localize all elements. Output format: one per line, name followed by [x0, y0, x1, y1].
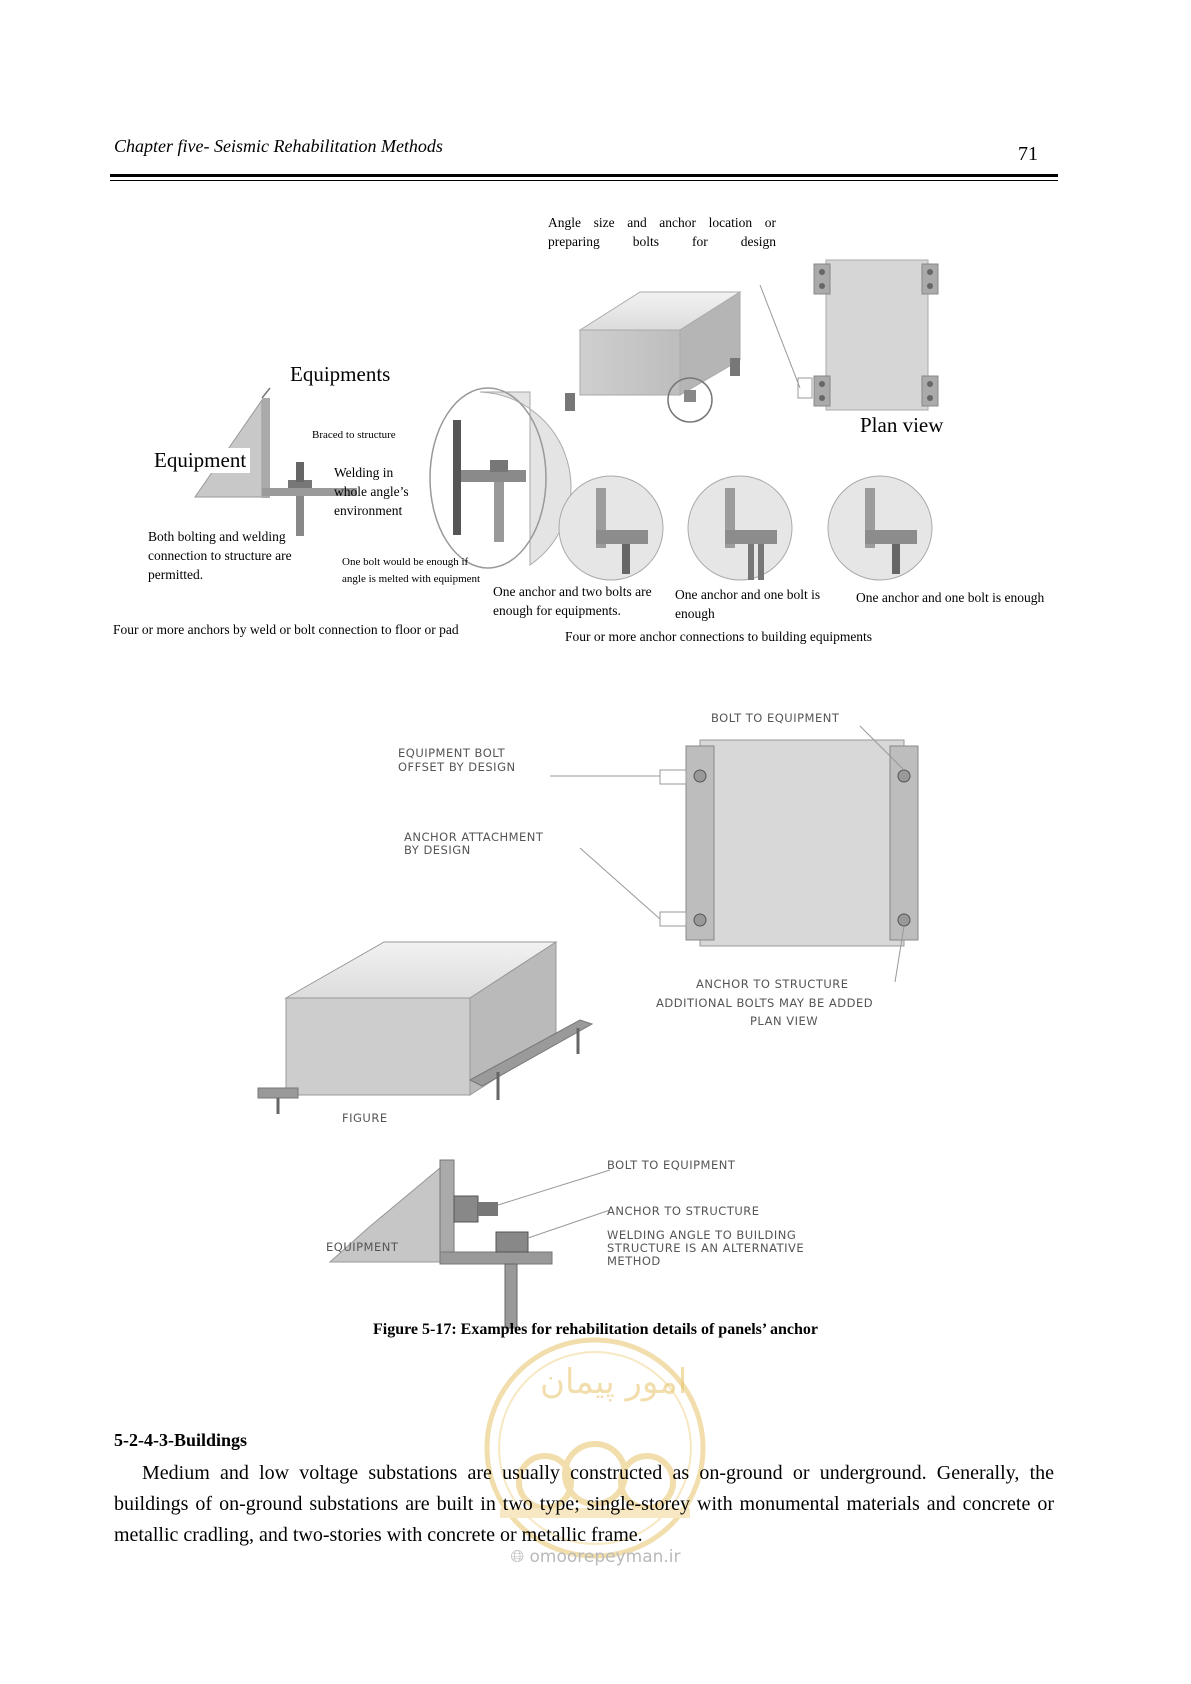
watermark-url-text: omoorepeyman.ir: [529, 1547, 681, 1567]
page-number: 71: [1018, 143, 1038, 165]
anchor-one-bolt-label-2: One anchor and one bolt is enough: [856, 590, 1045, 605]
section-paragraph: [114, 1458, 1054, 1551]
cad-anchor-attachment-2: BY DESIGN: [404, 843, 471, 857]
globe-icon: 🌐︎: [510, 1547, 525, 1567]
section-heading: 5-2-4-3-Buildings: [114, 1430, 248, 1450]
figure-caption: Figure 5-17: Examples for rehabilitation details of panels’ anchor: [372, 1321, 819, 1338]
anchor-one-bolt-label-1: One anchor and one bolt is enough: [675, 587, 821, 621]
plan-view-label: Plan view: [860, 413, 944, 437]
cad-anchor-attachment-1: ANCHOR ATTACHMENT: [404, 830, 544, 844]
cad-equipment-bolt-1: EQUIPMENT BOLT: [398, 746, 506, 760]
cad-figure-label: FIGURE: [342, 1111, 388, 1125]
caption-right: Four or more anchor connections to building equipments: [565, 629, 873, 644]
welding-label: Welding in whole angle’s environment: [334, 465, 409, 518]
angle-size-note: Angle size and anchor location or preparing bolts for design: [548, 215, 776, 249]
anchor-two-bolts-label: One anchor and two bolts are enough for equipments.: [493, 584, 652, 618]
chapter-title: Chapter five- Seismic Rehabilitation Methods: [114, 136, 443, 156]
watermark-url: [0, 1547, 1191, 1567]
braced-label: Braced to structure: [312, 429, 396, 441]
cad-welding-2: STRUCTURE IS AN ALTERNATIVE: [607, 1241, 805, 1255]
cad-anchor-to-structure-2: ANCHOR TO STRUCTURE: [607, 1204, 760, 1218]
cad-welding-1: WELDING ANGLE TO BUILDING: [607, 1228, 797, 1242]
cad-welding-3: METHOD: [607, 1254, 661, 1268]
equipments-label: Equipments: [290, 362, 391, 386]
cad-anchor-to-structure: ANCHOR TO STRUCTURE: [696, 977, 849, 991]
watermark-text: امور پیمان: [540, 1362, 688, 1402]
caption-left: Four or more anchors by weld or bolt connection to floor or pad: [113, 622, 459, 637]
bolting-welding-label: Both bolting and welding connection to structure are permitted.: [148, 529, 292, 582]
paragraph-text: Medium and low voltage substations are usually constructed as on-ground or underground. Generally, the buildings of on-ground substations are built in two type; single-storey with monumental materials and concrete or metallic cradling, and two-stories with concrete or metallic frame.: [114, 1462, 1054, 1546]
equipment-label: Equipment: [150, 448, 250, 473]
cad-additional-bolts: ADDITIONAL BOLTS MAY BE ADDED: [656, 996, 874, 1010]
cad-bolt-to-equipment-2: BOLT TO EQUIPMENT: [607, 1158, 736, 1172]
cad-equipment-bolt-2: OFFSET BY DESIGN: [398, 760, 516, 774]
one-bolt-melted-label: One bolt would be enough if angle is melted with equipment: [342, 556, 481, 585]
cad-plan-view: PLAN VIEW: [750, 1014, 819, 1028]
cad-bolt-to-equipment: BOLT TO EQUIPMENT: [711, 711, 840, 725]
cad-equipment-label: EQUIPMENT: [326, 1240, 399, 1254]
